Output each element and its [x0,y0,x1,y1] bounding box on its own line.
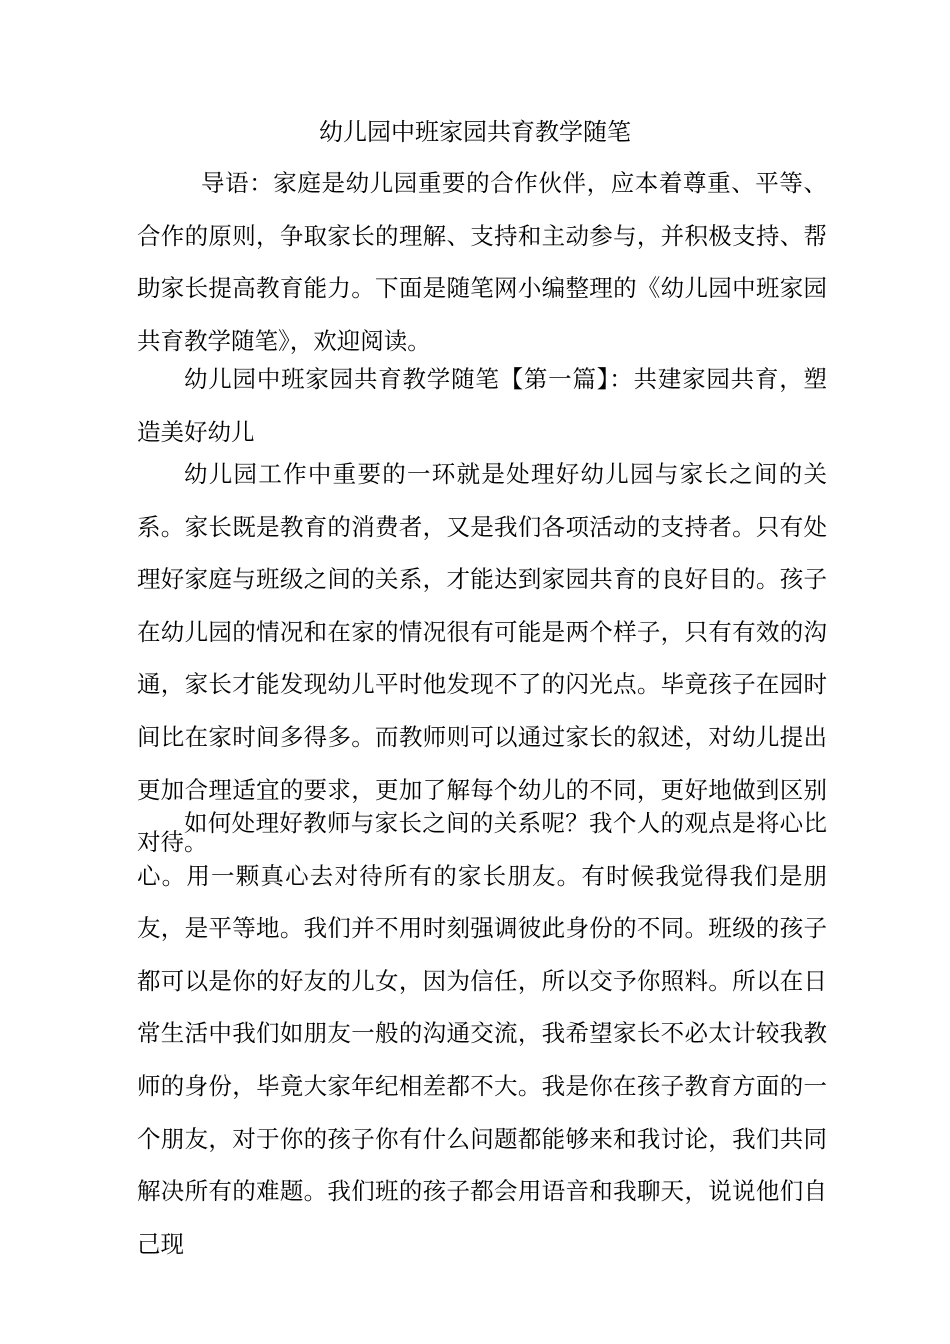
section-heading: 幼儿园中班家园共育教学随笔【第一篇】：共建家园共育，塑造美好幼儿 [137,365,827,446]
document-title: 幼儿园中班家园共育教学随笔 [319,118,631,146]
body-paragraph-2: 如何处理好教师与家长之间的关系呢？我个人的观点是将心比心。用一颗真心去对待所有的家长朋友。有时候我觉得我们是朋友，是平等地。我们并不用时刻强调彼此身份的不同。班级的孩子都可以是你的好友的儿女，因为信任，所以交予你照料。所以在日常生活中我们如朋友一般的沟通交流，我希望家长不必太计较我教师的身份，毕竟大家年纪相差都不大。我是你在孩子教育方面的一个朋友，对于你的孩子你有什么问题都能够来和我讨论，我们共同解决所有的难题。我们班的孩子都会用语音和我聊天，说说他们自己现 [137,809,827,1258]
intro-paragraph: 导语：家庭是幼儿园重要的合作伙伴，应本着尊重、平等、合作的原则，争取家长的理解、支持和主动参与，并积极支持、帮助家长提高教育能力。下面是随笔网小编整理的《幼儿园中班家园共育教学随笔》，欢迎阅读。 [137,169,827,355]
body-paragraph-1: 幼儿园工作中重要的一环就是处理好幼儿园与家长之间的关系。家长既是教育的消费者，又是我们各项活动的支持者。只有处理好家庭与班级之间的关系，才能达到家园共育的良好目的。孩子在幼儿园的情况和在家的情况很有可能是两个样子，只有有效的沟通，家长才能发现幼儿平时他发现不了的闪光点。毕竟孩子在园时间比在家时间多得多。而教师则可以通过家长的叙述，对幼儿提出更加合理适宜的要求，更加了解每个幼儿的不同，更好地做到区别对待。 [137,460,827,857]
